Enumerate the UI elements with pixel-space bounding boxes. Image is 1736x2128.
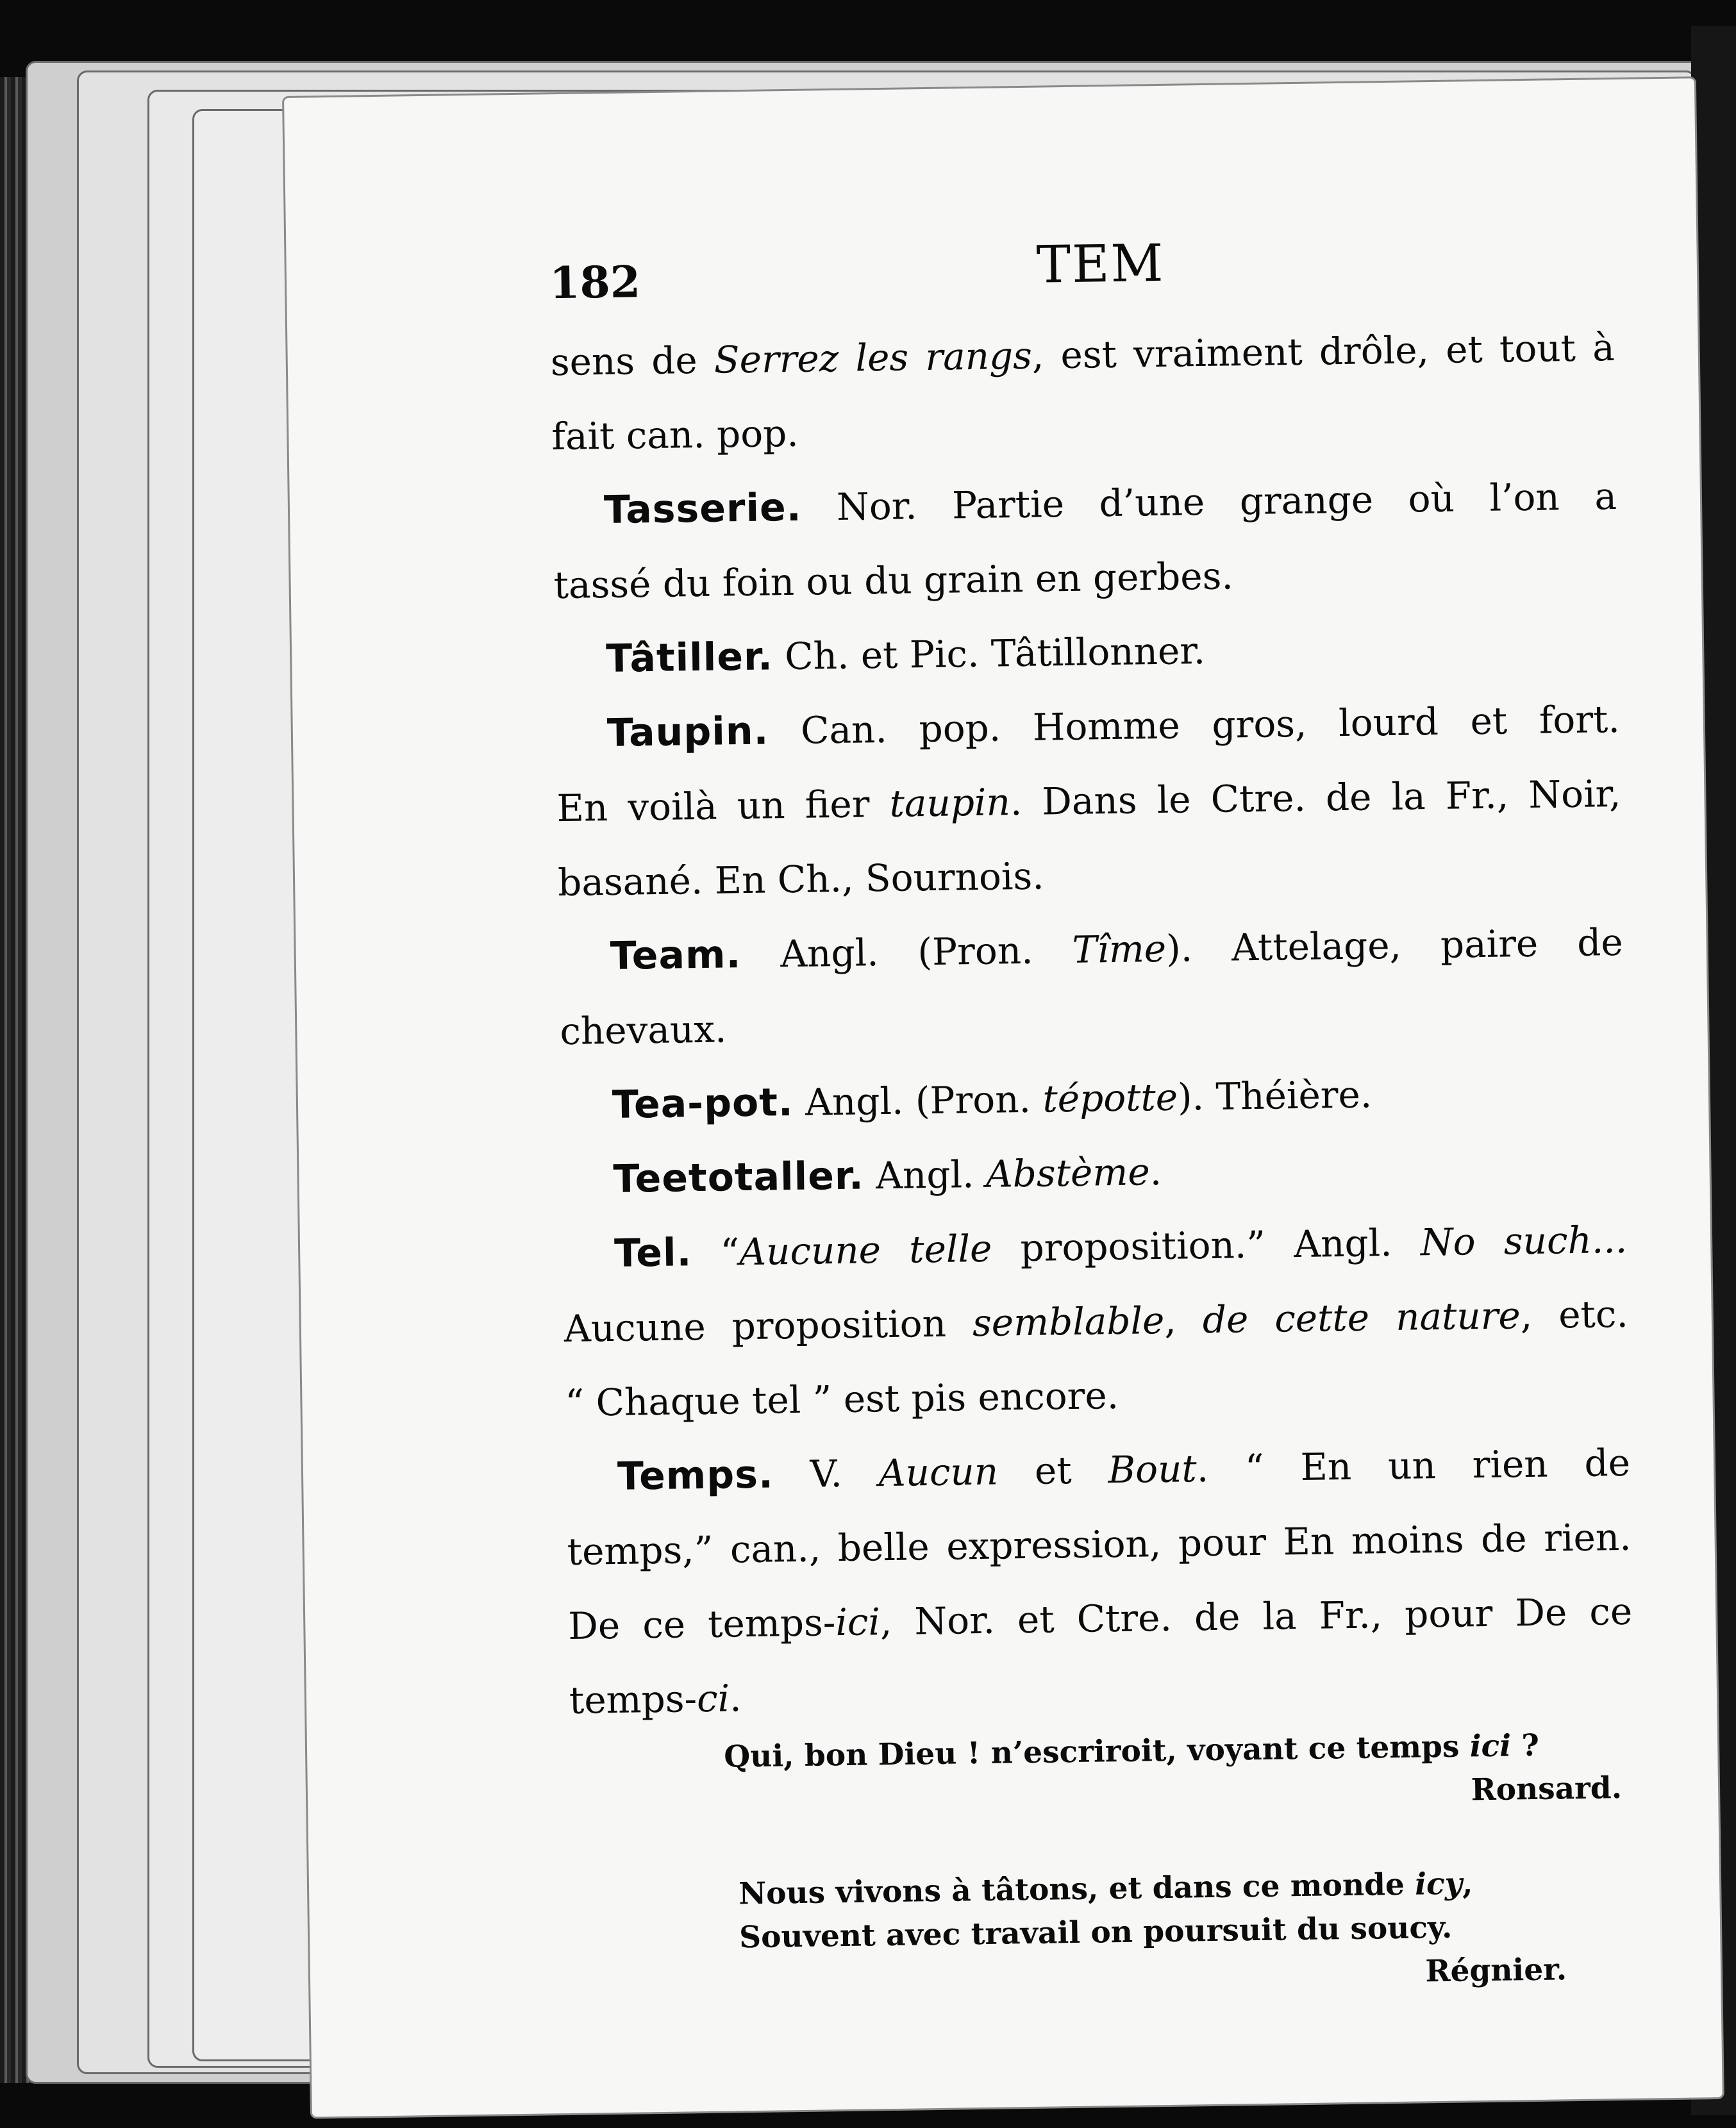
headword: Tasserie. <box>603 485 802 533</box>
text-line: tassé du foin ou du grain en gerbes. <box>553 554 1234 608</box>
page-content <box>549 227 1637 2006</box>
page-header <box>549 227 1614 325</box>
text-line: temps,” can., belle expression, pour En moins de rien. <box>567 1515 1632 1574</box>
headword: Tea-pot. <box>612 1080 794 1127</box>
entry-tea-pot: Tea-pot. Angl. (Pron. tépotte). Théière. <box>612 1072 1373 1127</box>
text-line: fait can. pop. <box>551 411 799 459</box>
running-head: TEM <box>1036 233 1165 295</box>
text-line: temps-ci. <box>569 1676 742 1722</box>
text-line: “ Chaque tel ” est pis encore. <box>565 1373 1119 1426</box>
headword: Temps. <box>617 1452 774 1499</box>
entry-tasserie: Tasserie. Nor. Partie d’une grange où l’on a <box>603 474 1617 533</box>
entry-temps: Temps. V. Aucun et Bout. “ En un rien de <box>617 1440 1631 1499</box>
entry-teetotaller: Teetotaller. Angl. Abstème. <box>613 1150 1162 1202</box>
headword: Taupin. <box>606 708 769 756</box>
entry-taupin: Taupin. Can. pop. Homme gros, lourd et fort. <box>606 697 1621 756</box>
headword: Teetotaller. <box>613 1153 865 1202</box>
quotation-regnier-line-1: Nous vivons à tâtons, et dans ce monde icy, <box>738 1866 1473 1912</box>
page-number: 182 <box>549 256 641 310</box>
headword: Tâtiller. <box>605 634 774 682</box>
headword: Tel. <box>613 1230 692 1276</box>
text-line: Aucune proposition semblable, de cette nature, etc. <box>563 1292 1629 1351</box>
text-line: sens de Serrez les rangs, est vraiment drôle, et tout à <box>550 326 1615 385</box>
text-line: chevaux. <box>559 1007 727 1054</box>
entry-team: Team. Angl. (Pron. Tîme). Attelage, paire de <box>610 920 1624 979</box>
book-page <box>282 76 1724 2118</box>
entry-tel: Tel. “Aucune telle proposition.” Angl. No such... <box>613 1217 1628 1276</box>
attribution-regnier: Régnier. <box>1425 1952 1567 1990</box>
text-line: En voilà un fier taupin. Dans le Ctre. de la Fr., Noir, <box>556 771 1621 831</box>
text-line: basané. En Ch., Sournois. <box>557 854 1045 905</box>
text-line: De ce temps-ici, Nor. et Ctre. de la Fr., pour De ce <box>567 1589 1633 1648</box>
quotation-regnier-line-2: Souvent avec travail on poursuit du soucy. <box>739 1909 1453 1956</box>
attribution-ronsard: Ronsard. <box>1471 1770 1623 1808</box>
headword: Team. <box>610 932 742 979</box>
entry-tatiller: Tâtiller. Ch. et Pic. Tâtillonner. <box>605 628 1206 682</box>
quotation-ronsard: Qui, bon Dieu ! n’escriroit, voyant ce temps ici ? <box>723 1727 1540 1775</box>
